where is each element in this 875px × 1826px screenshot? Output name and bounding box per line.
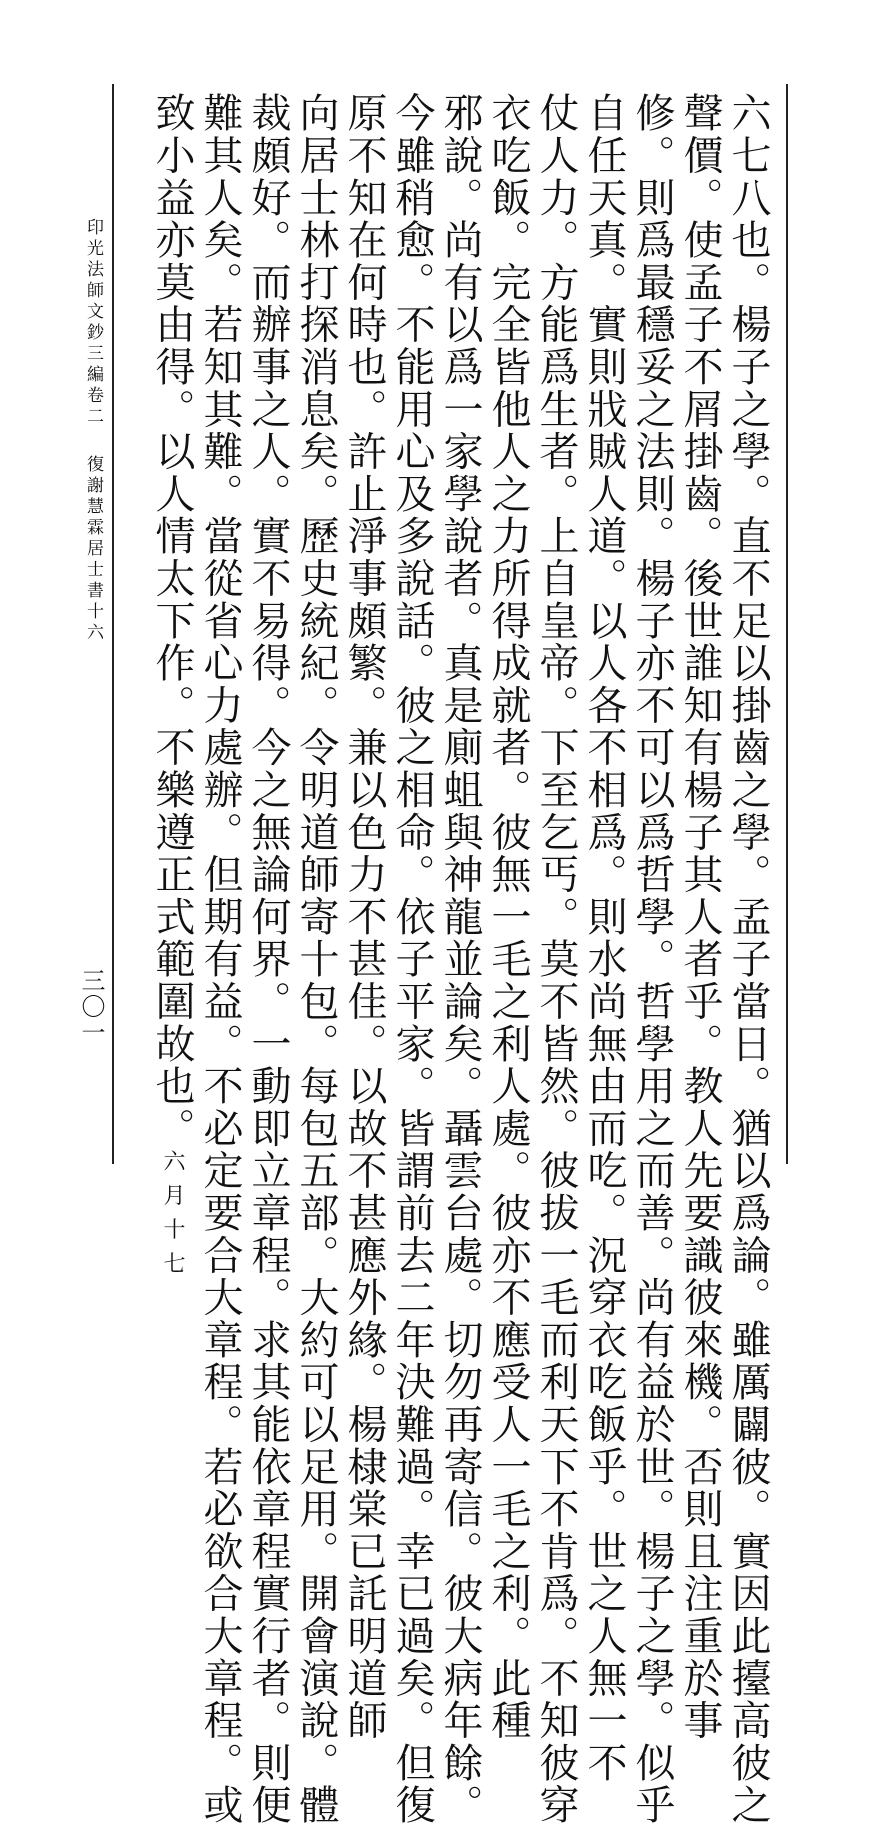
text-column-4: 自任天真。實則戕賊人道。以人各不相爲。則水尚無由而吃。況穿衣吃飯乎。世之人無一不 — [581, 92, 627, 1784]
text-column-8: 今雖稍愈。不能用心及多說話。彼之相命。依子平家。皆謂前去二年決難過。幸已過矣。但復 — [389, 92, 435, 1826]
date-note: 六月十七 — [160, 1149, 185, 1286]
text-column-1: 六七八也。楊子之學。直不足以掛齒之學。孟子當日。猶以爲論。雖厲闢彼。實因此擡高彼之 — [725, 92, 771, 1826]
book-title: 印光法師文鈔三編卷二 — [83, 218, 103, 428]
text-column-10: 向居士林打探消息矣。歷史統紀。令明道師寄十包。每包五部。大約可以足用。開會演說。體 — [293, 92, 339, 1826]
section-title: 復謝慧霖居士書十六 — [83, 455, 103, 644]
final-text: 致小益亦莫由得。以人情太下作。不樂遵正式範圍故也。 — [149, 92, 195, 1150]
text-column-5: 仗人力。方能爲生者。上自皇帝。下至乞丐。莫不皆然。彼拔一毛而利天下不肯爲。不知彼穿 — [533, 92, 579, 1826]
text-column-12: 難其人矣。若知其難。當從省心力處辦。但期有益。不必定要合大章程。若必欲合大章程。或 — [197, 92, 243, 1826]
text-column-2: 聲價。使孟子不屑掛齒。後世誰知有楊子其人者乎。教人先要識彼來機。否則且注重於事 — [677, 92, 723, 1742]
page-number: 三〇一 — [77, 968, 105, 1046]
text-column-11: 裁頗好。而辦事之人。實不易得。今之無論何界。一動即立章程。求其能依章程實行者。則便 — [245, 92, 291, 1826]
text-column-9: 原不知在何時也。許止淨事頗繁。兼以色力不甚佳。以故不甚應外緣。楊棣棠已託明道師 — [341, 92, 387, 1742]
text-column-6: 衣吃飯。完全皆他人之力所得成就者。彼無一毛之利人處。彼亦不應受人一毛之利。此種 — [485, 92, 531, 1742]
text-column-7: 邪說。尚有以爲一家學說者。真是廁蛆與神龍並論矣。聶雲台處。切勿再寄信。彼大病年餘。 — [437, 92, 483, 1826]
text-column-3: 修。則爲最穩妥之法則。楊子亦不可以爲哲學。哲學用之而善。尚有益於世。楊子之學。似乎 — [629, 92, 675, 1826]
text-column-13 — [148, 92, 195, 1286]
